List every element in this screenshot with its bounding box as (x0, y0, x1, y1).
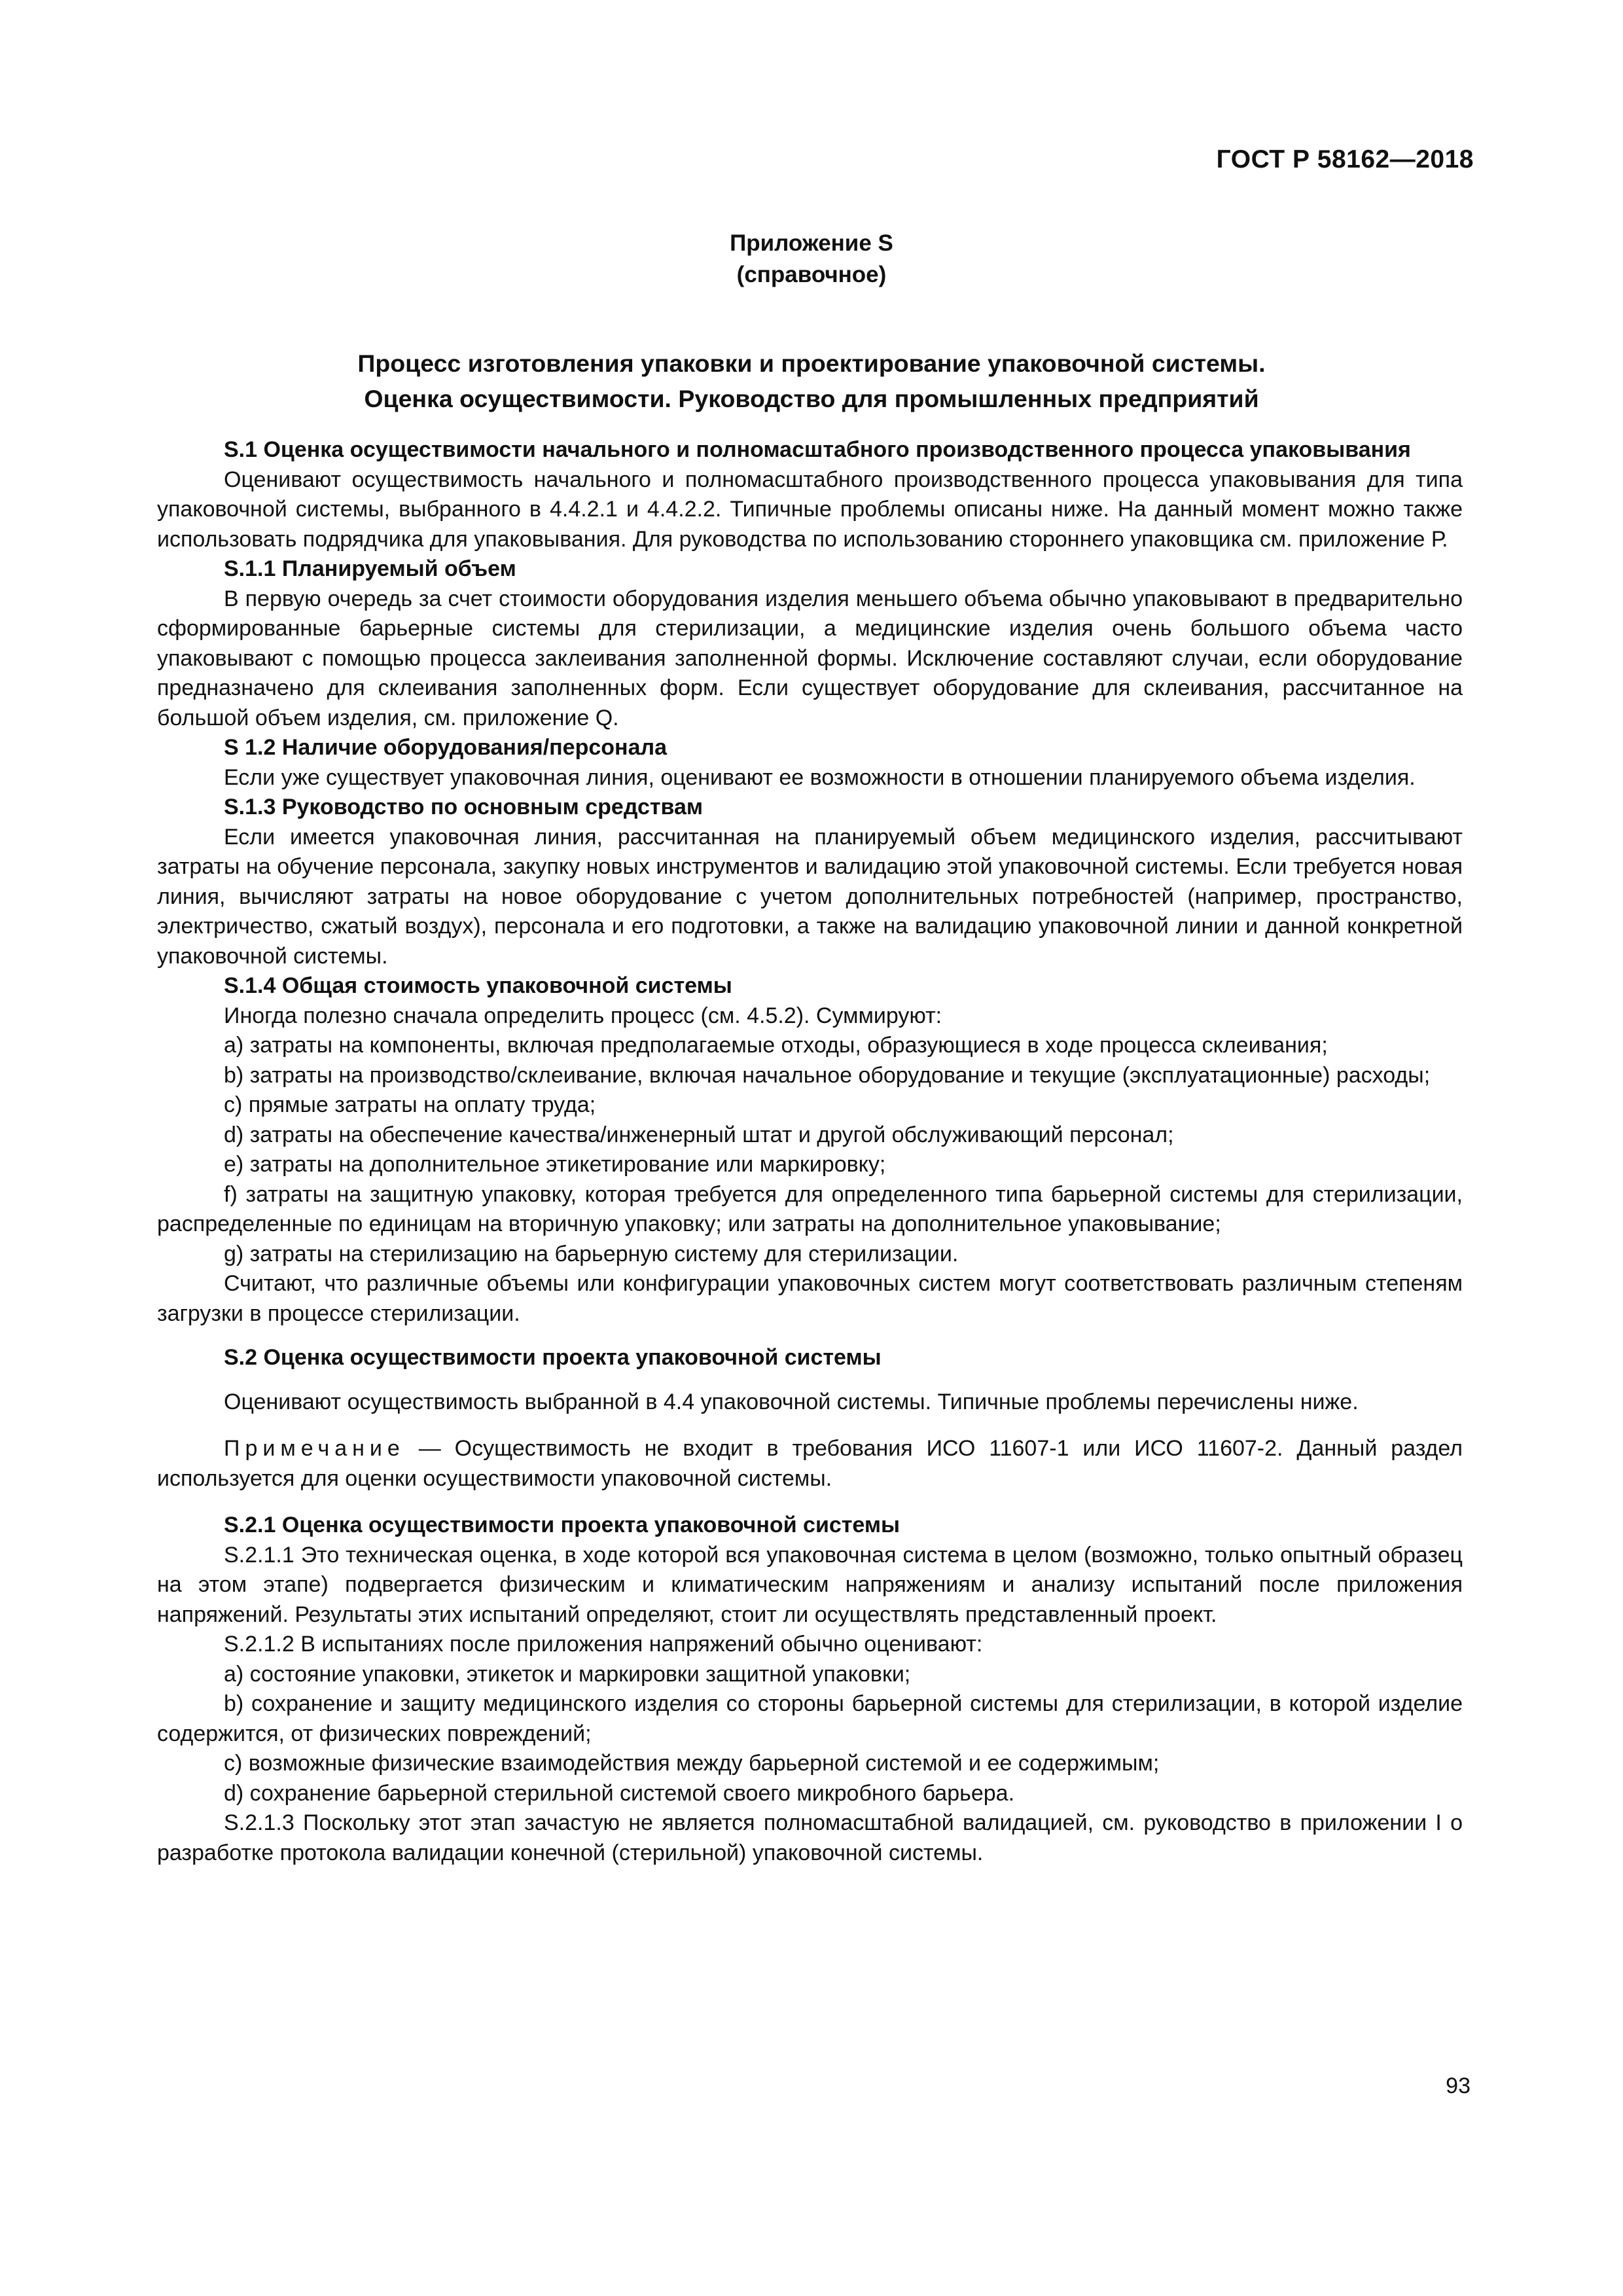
section-s1-2-text: Если уже существует упаковочная линия, оценивают ее возможности в отношении планируемого объема изделия. (224, 764, 1416, 790)
section-s2-1-heading: S.2.1 Оценка осуществимости проекта упаковочной системы (224, 1513, 901, 1537)
section-s1-4-heading: S.1.4 Общая стоимость упаковочной системы (224, 973, 732, 998)
list-item: b) сохранение и защиту медицинского изделия со стороны барьерной системы для стерилизации, в которой изделие содержится, от физических повреждений; (157, 1691, 1463, 1746)
annex-label: Приложение S (730, 230, 893, 256)
section-s1-text: Оценивают осуществимость начального и полномасштабного производственного процесса упаковывания для типа упаковочной системы, выбранного в 4.4.2.1 и 4.4.2.2. Типичные проблемы описаны ниже. На данный момент можно также использовать подрядчика для упаковывания. Для руководства по использованию стороннего упаковщика см. приложение Р. (157, 467, 1463, 552)
page-number: 93 (1446, 2073, 1471, 2098)
list-item: b) затраты на производство/склеивание, включая начальное оборудование и текущие (эксплуатационные) расходы; (224, 1062, 1431, 1088)
list-item: a) затраты на компоненты, включая предполагаемые отходы, образующиеся в ходе процесса склеивания; (224, 1033, 1328, 1058)
document-body (157, 435, 1463, 1868)
section-s1-1-heading: S.1.1 Планируемый объем (224, 556, 516, 581)
note-label: Примечание (224, 1436, 405, 1461)
annex-type: (справочное) (736, 262, 887, 287)
section-s1-4-text: Иногда полезно сначала определить процесс (см. 4.5.2). Суммируют: (224, 1003, 942, 1028)
section-s1-heading: S.1 Оценка осуществимости начального и полномасштабного производственного процесса упаковывания (224, 437, 1411, 462)
section-s1-1-text: В первую очередь за счет стоимости оборудования изделия меньшего объема обычно упаковывают в предварительно сформированные барьерные системы для стерилизации, а медицинские изделия очень большого объема часто упаковывают с помощью процесса заклеивания заполненной формы. Исключение составляют случаи, если оборудование предназначено для склеивания заполненных форм. Если существует оборудование для склеивания, рассчитанное на большой объем изделия, см. приложение Q. (157, 586, 1463, 730)
note (157, 1434, 1463, 1494)
list-item: d) сохранение барьерной стерильной системой своего микробного барьера. (224, 1780, 1015, 1806)
list-item: e) затраты на дополнительное этикетирование или маркировку; (224, 1152, 886, 1177)
list-item: f) затраты на защитную упаковку, которая требуется для определенного типа барьерной системы для стерилизации, распределенные по единицам на вторичную упаковку; или затраты на дополнительное упаковывание; (157, 1181, 1463, 1236)
section-s2-1-3-text: S.2.1.3 Поскольку этот этап зачастую не является полномасштабной валидацией, см. руководство в приложении I о разработке протокола валидации конечной (стерильной) упаковочной системы. (157, 1810, 1463, 1865)
note-text: — Осуществимость не входит в требования ИСО 11607-1 или ИСО 11607-2. Данный раздел используется для оценки осуществимости упаковочной системы. (157, 1436, 1463, 1491)
standard-code: ГОСТ Р 58162—2018 (1216, 145, 1474, 173)
section-s2-1-2-text: S.2.1.2 В испытаниях после приложения напряжений обычно оценивают: (224, 1632, 983, 1657)
section-s2-1-1-text: S.2.1.1 Это техническая оценка, в ходе которой вся упаковочная система в целом (возможно, только опытный образец на этом этапе) подвергается физическим и климатическим напряжениям и анализу испытаний после приложения напряжений. Результаты этих испытаний определяют, стоит ли осуществлять представленный проект. (157, 1542, 1463, 1627)
section-s1-3-heading: S.1.3 Руководство по основным средствам (224, 795, 704, 819)
list-item: g) затраты на стерилизацию на барьерную систему для стерилизации. (224, 1241, 959, 1266)
section-s1-3-text: Если имеется упаковочная линия, рассчитанная на планируемый объем медицинского изделия, рассчитывают затраты на обучение персонала, закупку новых инструментов и валидацию этой упаковочной системы. Если требуется новая линия, вычисляют затраты на новое оборудование с учетом дополнительных потребностей (например, пространство, электричество, сжатый воздух), персонала и его подготовки, а также на валидацию упаковочной линии и данной конкретной упаковочной системы. (157, 824, 1463, 969)
list-item: c) возможные физические взаимодействия между барьерной системой и ее содержимым; (224, 1751, 1160, 1776)
list-item: a) состояние упаковки, этикеток и маркировки защитной упаковки; (224, 1661, 911, 1687)
section-s2-text: Оценивают осуществимость выбранной в 4.4 упаковочной системы. Типичные проблемы перечислены ниже. (224, 1389, 1359, 1414)
section-s1-2-heading: S 1.2 Наличие оборудования/персонала (224, 735, 667, 760)
list-item: c) прямые затраты на оплату труда; (224, 1092, 596, 1117)
section-s1-4-closing: Считают, что различные объемы или конфигурации упаковочных систем могут соответствовать различным степеням загрузки в процессе стерилизации. (157, 1271, 1463, 1326)
annex-heading (0, 228, 1623, 291)
annex-title (0, 346, 1623, 416)
title-line-2: Оценка осуществимости. Руководство для промышленных предприятий (364, 385, 1259, 412)
list-item: d) затраты на обеспечение качества/инженерный штат и другой обслуживающий персонал; (224, 1122, 1174, 1147)
title-line-1: Процесс изготовления упаковки и проектирование упаковочной системы. (357, 350, 1266, 377)
section-s2-heading: S.2 Оценка осуществимости проекта упаковочной системы (224, 1345, 882, 1370)
